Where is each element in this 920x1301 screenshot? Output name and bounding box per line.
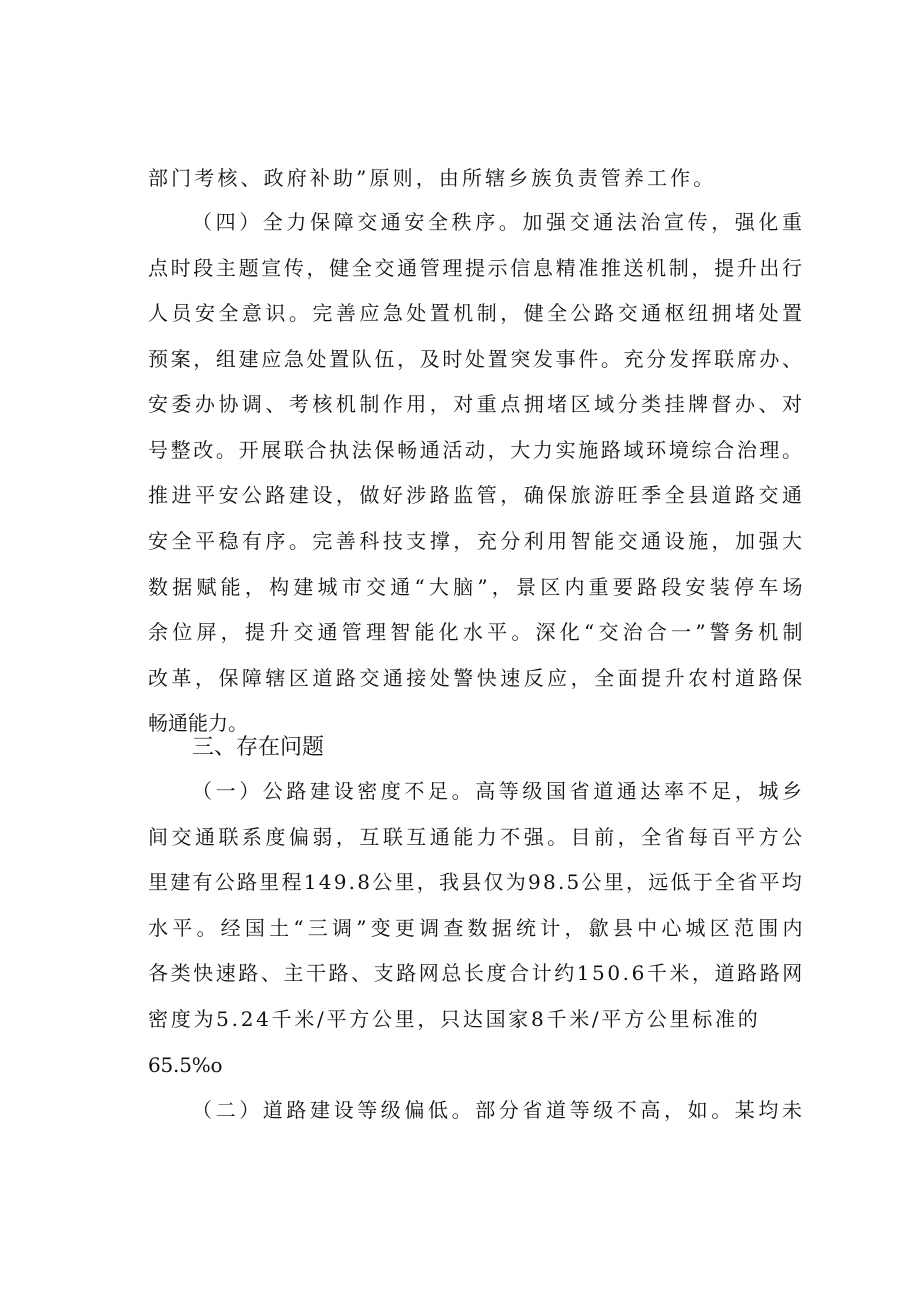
paragraph-line: 数据赋能，构建城市交通“大脑”，景区内重要路段安装停车场 — [148, 575, 807, 599]
paragraph-line: 安全平稳有序。完善科技支撑，充分利用智能交通设施，加强大 — [148, 529, 806, 553]
paragraph-line: 点时段主题宣传，健全交通管理提示信息精准推送机制，提升出行 — [148, 256, 805, 280]
paragraph-line: （二）道路建设等级偏低。部分省道等级不高，如。某均未 — [192, 1098, 806, 1122]
paragraph-line: 安委办协调、考核机制作用，对重点拥堵区域分类挂牌督办、对 — [148, 392, 806, 416]
section-heading: 三、存在问题 — [192, 735, 325, 760]
paragraph-line: 65.5%o — [148, 1053, 223, 1077]
paragraph-line: 改革，保障辖区道路交通接处警快速反应，全面提升农村道路保 — [148, 666, 806, 690]
paragraph-line: 人员安全意识。完善应急处置机制，健全公路交通枢纽拥堵处置 — [148, 301, 806, 325]
paragraph-line: 水平。经国土“三调”变更调查数据统计，歙县中心城区范围内 — [148, 916, 807, 940]
paragraph-line: （四）全力保障交通安全秩序。加强交通法治宣传，强化重 — [192, 210, 806, 234]
paragraph-line: 里建有公路里程149.8公里，我县仅为98.5公里，远低于全省平均 — [148, 870, 805, 894]
paragraph-line: 各类快速路、主干路、支路网总长度合计约150.6千米，道路路网 — [148, 961, 805, 985]
paragraph-line: 推进平安公路建设，做好涉路监管，确保旅游旺季全县道路交通 — [148, 483, 806, 507]
paragraph-line: 预案，组建应急处置队伍，及时处置突发事件。充分发挥联席办、 — [148, 347, 805, 371]
paragraph-line: 部门考核、政府补助”原则，由所辖乡族负责管养工作。 — [148, 166, 717, 190]
paragraph-line: 间交通联系度偏弱，互联互通能力不强。目前，全省每百平方公 — [148, 825, 806, 849]
paragraph-line: 余位屏，提升交通管理智能化水平。深化“交治合一”警务机制 — [148, 620, 807, 644]
paragraph-line: （一）公路建设密度不足。高等级国省道通达率不足，城乡 — [192, 779, 806, 803]
paragraph-line: 畅通能力。 — [148, 711, 248, 735]
paragraph-line: 号整改。开展联合执法保畅通活动，大力实施路域环境综合治理。 — [148, 438, 805, 462]
paragraph-line: 密度为5.24千米/平方公里，只达国家8千米/平方公里标准的 — [148, 1007, 761, 1031]
